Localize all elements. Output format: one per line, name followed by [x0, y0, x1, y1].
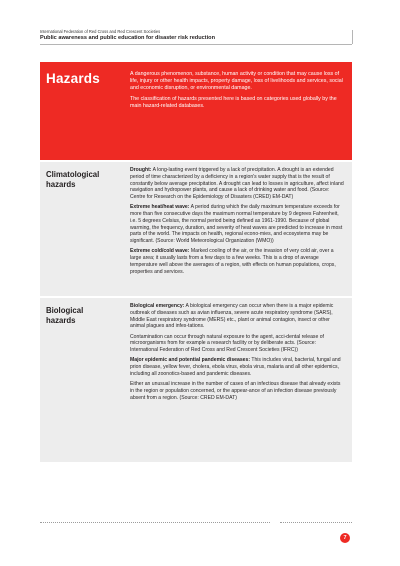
organization-name: International Federation of Red Cross and Red Crescent Societies: [40, 29, 161, 34]
hazard-term: Extreme heat/heat wave:: [130, 204, 190, 211]
definition-paragraph: A dangerous phenomenon, substance, human activity or condition that may cause loss of life, injury or other health impacts, property damage, loss of livelihoods and services, social and economic disruption, or environmental damage.: [130, 71, 343, 91]
hazard-description: Marked cooling of the air, or the invasion of very cold air, over a large area; it usually lasts from a few days to a few weeks. This is a drop of average temperature well above the averages of a region, with effects on human populations, crops, properties and services.: [130, 248, 336, 275]
hazards-banner: [40, 62, 352, 160]
hazard-entry: [130, 248, 344, 275]
section-body: [130, 167, 344, 279]
hazard-term: Biological emergency:: [130, 303, 185, 309]
header-divider: [40, 44, 352, 45]
category-heading-line: Biological: [46, 306, 84, 315]
hazard-description: Either an unusual increase in the number of cases of an infectious disease that already exists in the region or population concerned, or the appear-ance of an infection disease previously absent from a region. (Source: CRED EM-DAT): [130, 381, 341, 401]
biological-hazards-section: [40, 298, 352, 462]
running-header: [40, 29, 360, 42]
hazard-description: This includes viral, bacterial, fungal and prion disease, yellow fever, cholera, ebola virus, ebola virus, malaria and all other epidemics, including all zoonotics-based and pandemic diseases.: [130, 357, 341, 377]
hazard-entry: [130, 381, 344, 401]
category-heading: [46, 306, 83, 325]
hazards-definition: [130, 71, 344, 114]
hazard-description: A biological emergency can occur when there is a major epidemic outbreak of diseases such as avian influenza, severe acute respiratory syndrome (SARS), Middle East respiratory syndrome (MERS) etc., plant or animal contagion, insect or other animal plagues and infes-tations.: [130, 303, 334, 330]
hazard-term: Drought:: [130, 167, 152, 173]
category-heading-line: Climatological: [46, 170, 100, 179]
classification-note: The classification of hazards presented here is based on categories used globally by the main hazard-related databases.: [130, 96, 337, 109]
hazard-description: A period during which the daily maximum temperature exceeds for more than five consecutive days the maximum normal temperature by 9 degrees Fahrenheit, i.e. 5 degrees Celsius, the normal period being defined as 1961-1990. Because of global warming, the frequency, duration, and severity of heat waves are predicted to increase in most parts of the world. The impacts on health, regional econo-mies, and ecosystems may be significant. (Source: World Meteorological Organization (WMO)): [130, 204, 343, 245]
page-number-badge: 7: [340, 533, 350, 543]
hazard-entry: [130, 167, 344, 201]
hazard-term: Major epidemic and potential pandemic diseases:: [130, 357, 251, 364]
hazard-description: A long-lasting event triggered by a lack of precipitation. A drought is an extended period of time characterized by a deficiency in a region's water supply that is the result of constantly below average precipitation. A drought can lead to losses in agriculture, affect inland navigation and hydropower plants, and cause a lack of drinking water and food. (Source: Centre for Research on the Epidemiology of Disasters (CRED) EM-DAT): [130, 167, 344, 200]
section-body: [130, 303, 344, 405]
page-title: Hazards: [46, 71, 100, 86]
hazard-entry: [130, 334, 344, 354]
hazard-description: Contamination can occur through natural exposure to the agent, acci-dental release of microorganisms from for example a research facility or by deliberate acts. (Source: International Federation of Red Cross and Red Crescent Societies (IFRC)): [130, 333, 324, 354]
document-title: Public awareness and public education for disaster risk reduction: [40, 35, 216, 41]
hazard-entry: [130, 204, 344, 245]
footer-dotted-rule: [280, 522, 352, 523]
header-divider-tick: [352, 30, 353, 44]
hazard-entry: [130, 357, 344, 377]
footer-dotted-rule: [40, 522, 270, 523]
climatological-hazards-section: [40, 162, 352, 296]
category-heading-line: hazards: [46, 179, 76, 189]
category-heading-line: hazards: [46, 315, 76, 325]
hazard-entry: [130, 303, 344, 330]
category-heading: [46, 170, 99, 189]
hazard-term: Extreme cold/cold wave:: [130, 248, 190, 255]
